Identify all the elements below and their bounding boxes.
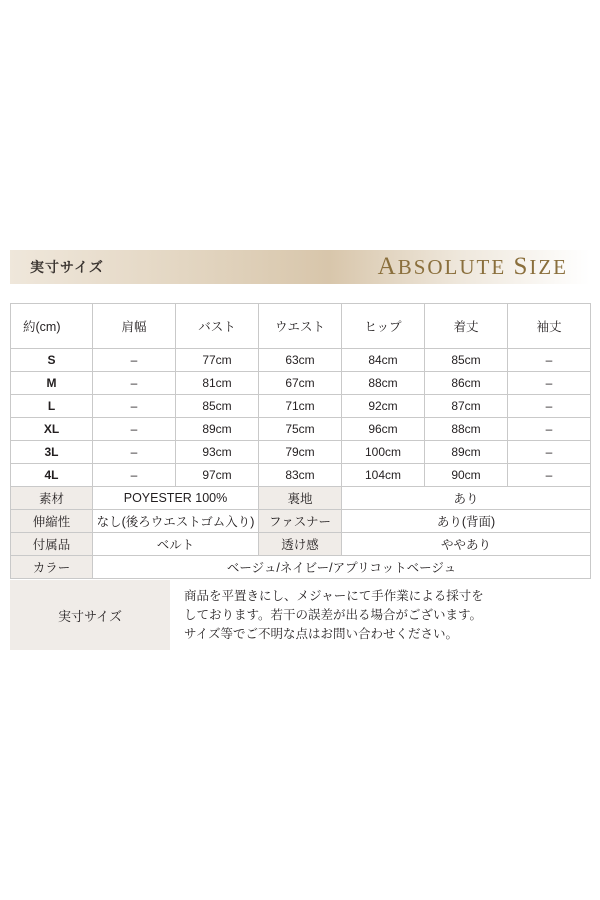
cell-3l-shoulder: – [93,441,176,464]
cell-l-shoulder: – [93,395,176,418]
cell-4l-length: 90cm [425,464,508,487]
column-header-hip: ヒップ [342,304,425,349]
spec-label-color: カラー [11,556,93,579]
cell-xl-sleeve: – [508,418,591,441]
row-label-4l: 4L [11,464,93,487]
cell-s-sleeve: – [508,349,591,372]
note-line-2: しております。若干の誤差が出る場合がございます。 [184,607,483,622]
table-row [11,464,591,487]
cell-l-sleeve: – [508,395,591,418]
table-row [11,395,591,418]
cell-4l-shoulder: – [93,464,176,487]
column-header-shoulder: 肩幅 [93,304,176,349]
spec-value-sheerness: ややあり [342,533,591,556]
column-header-unit: 約(cm) [11,304,93,349]
cell-xl-hip: 96cm [342,418,425,441]
cell-4l-bust: 97cm [176,464,259,487]
cell-3l-hip: 100cm [342,441,425,464]
section-title-en [378,253,590,281]
row-label-l: L [11,395,93,418]
spec-value-lining: あり [342,487,591,510]
section-title-en-bsolute: BSOLUTE [397,255,514,279]
cell-s-length: 85cm [425,349,508,372]
cell-l-waist: 71cm [259,395,342,418]
spec-row-material [11,487,591,510]
spec-label-lining: 裏地 [259,487,342,510]
row-label-xl: XL [11,418,93,441]
cell-4l-hip: 104cm [342,464,425,487]
cell-m-hip: 88cm [342,372,425,395]
note-line-1: 商品を平置きにし、メジャーにて手作業による採寸を [184,588,484,603]
cell-3l-bust: 93cm [176,441,259,464]
cell-m-waist: 67cm [259,372,342,395]
cell-m-sleeve: – [508,372,591,395]
table-row [11,349,591,372]
section-title-en-a: A [377,253,398,280]
spec-row-accessory [11,533,591,556]
column-header-length: 着丈 [425,304,508,349]
cell-s-bust: 77cm [176,349,259,372]
note-line-3: サイズ等でご不明な点はお問い合わせください。 [184,626,459,641]
section-title-en-s: S [513,253,530,280]
spec-label-material: 素材 [11,487,93,510]
row-label-3l: 3L [11,441,93,464]
cell-4l-sleeve: – [508,464,591,487]
spec-value-accessory: ベルト [93,533,259,556]
spec-value-zipper: あり(背面) [342,510,591,533]
note-body [170,580,590,650]
size-table-body [11,349,591,579]
cell-m-length: 86cm [425,372,508,395]
cell-3l-waist: 79cm [259,441,342,464]
cell-xl-length: 88cm [425,418,508,441]
cell-m-bust: 81cm [176,372,259,395]
column-header-bust: バスト [176,304,259,349]
section-title-jp: 実寸サイズ [30,259,104,275]
cell-l-hip: 92cm [342,395,425,418]
note-label: 実寸サイズ [10,580,170,650]
cell-xl-waist: 75cm [259,418,342,441]
row-label-s: S [11,349,93,372]
table-row [11,372,591,395]
size-table [10,303,591,579]
cell-l-bust: 85cm [176,395,259,418]
cell-m-shoulder: – [93,372,176,395]
cell-l-length: 87cm [425,395,508,418]
measurement-note-block [10,580,590,650]
table-header-row [11,304,591,349]
row-label-m: M [11,372,93,395]
spec-label-stretch: 伸縮性 [11,510,93,533]
spec-value-color: ベージュ/ネイビー/アプリコットベージュ [93,556,591,579]
spec-row-stretch [11,510,591,533]
cell-3l-length: 89cm [425,441,508,464]
cell-s-hip: 84cm [342,349,425,372]
section-header-band [10,250,590,284]
cell-4l-waist: 83cm [259,464,342,487]
column-header-sleeve: 袖丈 [508,304,591,349]
section-title-en-ize: IZE [529,255,568,279]
cell-3l-sleeve: – [508,441,591,464]
note-text [184,587,484,644]
spec-value-material: POYESTER 100% [93,487,259,510]
spec-label-zipper: ファスナー [259,510,342,533]
spec-value-stretch: なし(後ろウエストゴム入り) [93,510,259,533]
table-row [11,418,591,441]
spec-label-sheerness: 透け感 [259,533,342,556]
spec-label-accessory: 付属品 [11,533,93,556]
column-header-waist: ウエスト [259,304,342,349]
cell-s-shoulder: – [93,349,176,372]
cell-xl-shoulder: – [93,418,176,441]
size-table-head [11,304,591,349]
table-row [11,441,591,464]
cell-xl-bust: 89cm [176,418,259,441]
spec-row-color [11,556,591,579]
cell-s-waist: 63cm [259,349,342,372]
